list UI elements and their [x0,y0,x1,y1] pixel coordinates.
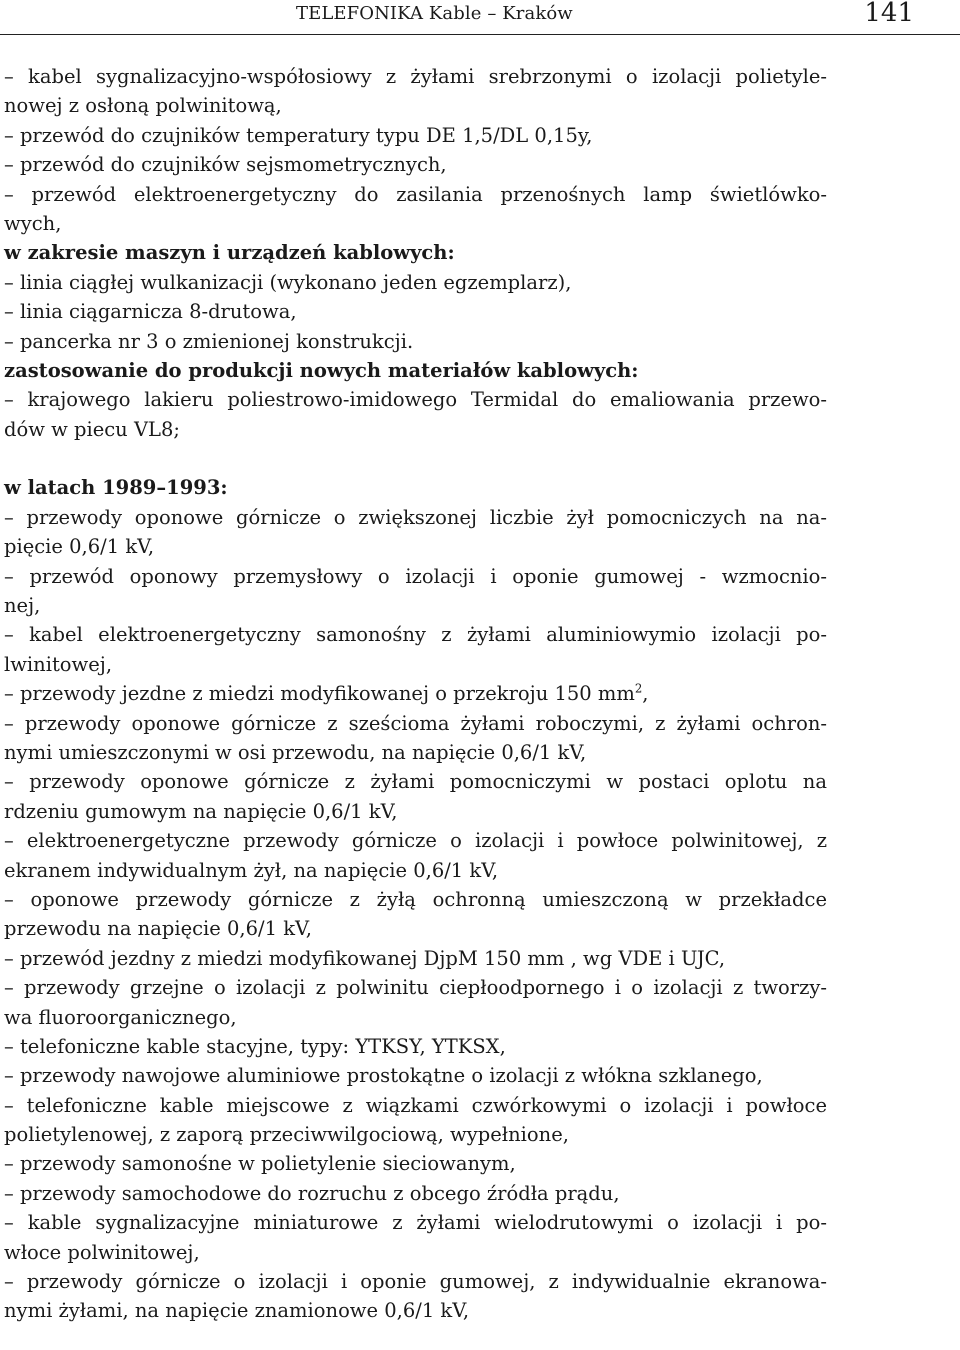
text-line [4,532,827,561]
line-text: – przewody nawojowe aluminiowe prostokątne o izolacji z włókna szklanego, [4,1064,763,1088]
line-text: nymi umieszczonymi w osi przewodu, na napięcie 0,6/1 kV, [4,740,587,764]
line-text: w latach 1989–1993: [4,476,228,500]
text-line [4,1179,827,1208]
line-text: wych, [4,211,62,235]
line-text: – kabel sygnalizacyjno-współosiowy z żyłami srebrzonymi o izolacji polietyle- [4,65,827,88]
text-line [4,826,827,855]
line-text: – linia ciągłej wulkanizacji (wykonano jeden egzemplarz), [4,270,572,294]
line-text: – przewód do czujników sejsmometrycznych, [4,153,447,177]
text-line [4,709,827,738]
text-line [4,914,827,943]
text-line [4,767,827,796]
running-header [0,0,960,34]
line-text: – pancerka nr 3 o zmienionej konstrukcji. [4,329,414,353]
line-text: – elektroenergetyczne przewody górnicze o izolacji i powłoce polwinitowej, z [4,829,827,853]
line-text: – telefoniczne kable miejscowe z wiązkami czwórkowymi o izolacji i powłoce [4,1093,827,1117]
text-line [4,738,827,767]
text-line [4,885,827,914]
text-line [4,562,827,591]
text-line [4,415,827,444]
line-text: – kable sygnalizacyjne miniaturowe z żyłami wielodrutowymi o izolacji i po- [4,1211,827,1235]
text-line [4,503,827,532]
line-text: – przewody grzejne o izolacji z polwinitu ciepłoodpornego i o izolacji z tworzy- [4,976,827,1000]
line-text: – oponowe przewody górnicze z żyłą ochronną umieszczoną w przekładce [4,887,827,911]
text-line [4,1032,827,1061]
text-line [4,385,827,414]
line-text: – linia ciągarnicza 8-drutowa, [4,300,297,324]
text-line [4,944,827,973]
line-text: lwinitowej, [4,652,113,676]
text-line [4,1091,827,1120]
text-line [4,268,827,297]
line-text: – przewody jezdne z miedzi modyfikowanej o przekroju 150 mm [4,682,635,706]
paragraph-gap [4,444,827,473]
line-text: – przewód oponowy przemysłowy o izolacji i oponie gumowej - wzmocnio- [4,564,827,588]
section-heading [4,356,827,385]
line-text: dów w piecu VL8; [4,417,180,441]
header-rule [0,34,960,35]
section-heading [4,238,827,267]
text-line [4,327,827,356]
line-text: przewodu na napięcie 0,6/1 kV, [4,917,312,941]
text-line [4,856,827,885]
line-text: – przewód jezdny z miedzi modyfikowanej DjpM 150 mm , wg VDE i UJC, [4,946,726,970]
line-text: zastosowanie do produkcji nowych materiałów kablowych: [4,358,639,382]
line-text: nymi żyłami, na napięcie znamionowe 0,6/1 kV, [4,1299,470,1323]
line-text: ekranem indywidualnym żył, na napięcie 0,6/1 kV, [4,858,499,882]
line-text: – przewody górnicze o izolacji i oponie gumowej, z indywidualnie ekranowa- [4,1270,827,1294]
line-text: polietylenowej, z zaporą przeciwwilgociową, wypełnione, [4,1123,569,1147]
text-line [4,797,827,826]
line-text: w zakresie maszyn i urządzeń kablowych: [4,241,455,265]
text-line [4,620,827,649]
text-line [4,973,827,1002]
line-text: nej, [4,594,41,618]
line-text: – przewody samochodowe do rozruchu z obcego źródła prądu, [4,1181,620,1205]
line-text: – przewód do czujników temperatury typu DE 1,5/DL 0,15y, [4,123,593,147]
text-line [4,150,827,179]
superscript: 2 [634,681,643,696]
line-text: – przewód elektroenergetyczny do zasilania przenośnych lamp świetlówko- [4,182,827,206]
text-line [4,1120,827,1149]
line-text: – przewody oponowe górnicze z sześcioma żyłami roboczymi, z żyłami ochron- [4,711,827,735]
line-text: – przewody oponowe górnicze o zwiększonej liczbie żył pomocniczych na na- [4,505,827,529]
text-line [4,650,827,679]
text-line [4,591,827,620]
text-line [4,297,827,326]
line-text: – przewody oponowe górnicze z żyłami pomocniczymi w postaci oplotu na [4,770,827,794]
text-line [4,679,827,708]
text-line [4,62,827,91]
line-text: włoce polwinitowej, [4,1240,200,1264]
section-heading [4,473,827,502]
line-text: – kabel elektroenergetyczny samonośny z żyłami aluminiowymio izolacji po- [4,623,827,647]
line-text: – przewody samonośne w polietylenie sieciowanym, [4,1152,516,1176]
line-text: rdzeniu gumowym na napięcie 0,6/1 kV, [4,799,398,823]
text-line [4,1267,827,1296]
body-text [4,62,827,1326]
text-line [4,1238,827,1267]
line-text: – telefoniczne kable stacyjne, typy: YTKSY, YTKSX, [4,1034,506,1058]
text-line [4,1061,827,1090]
text-line [4,1296,827,1325]
text-line [4,180,827,209]
text-line [4,1208,827,1237]
line-text: – krajowego lakieru poliestrowo-imidowego Termidal do emaliowania przewo- [4,388,827,412]
header-title: TELEFONIKA Kable – Kraków [296,3,573,24]
line-tail: , [642,682,649,706]
text-line [4,1149,827,1178]
line-text: pięcie 0,6/1 kV, [4,535,155,559]
text-line [4,91,827,120]
page-number: 141 [864,0,914,28]
line-text: wa fluoroorganicznego, [4,1005,237,1029]
text-line [4,121,827,150]
text-line [4,1003,827,1032]
line-text: nowej z osłoną polwinitową, [4,94,282,118]
text-line [4,209,827,238]
